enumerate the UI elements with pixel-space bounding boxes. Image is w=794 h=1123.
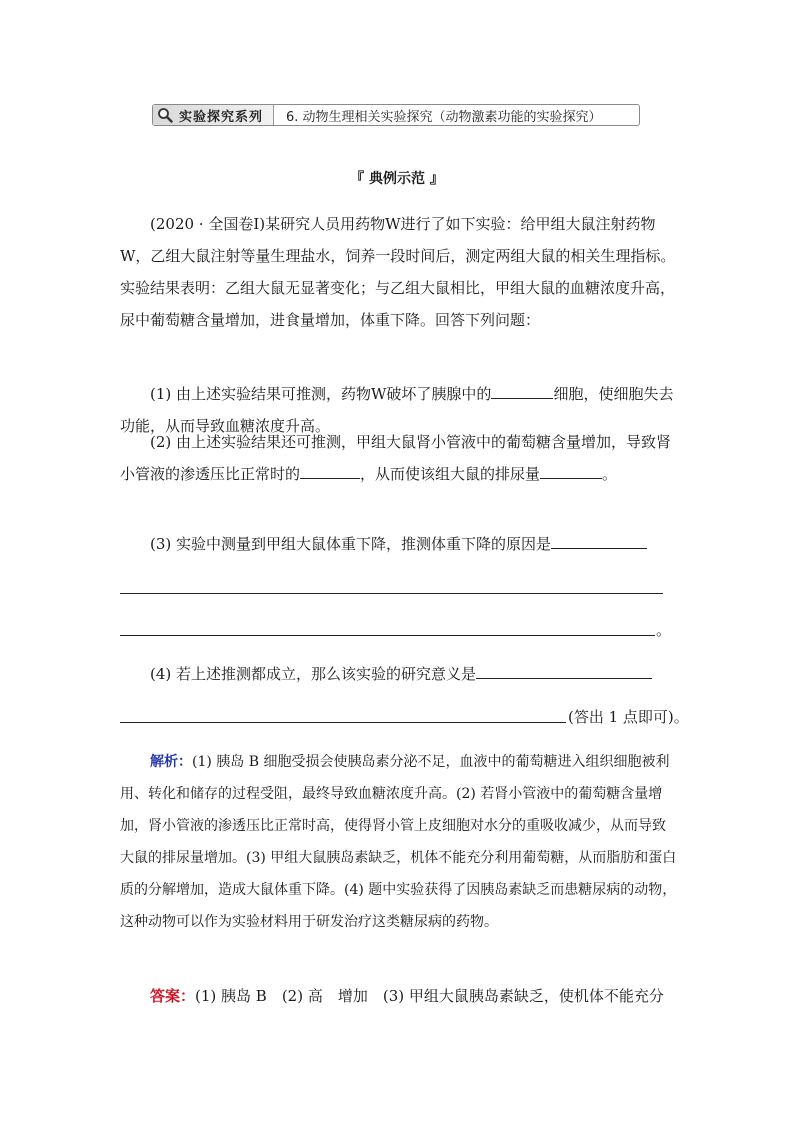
q4-text: (4) 若上述推测都成立，那么该实验的研究意义是 [150,665,477,683]
q2-text-c: 。 [602,465,618,483]
q4-answer-blank[interactable] [476,660,652,679]
q4-answer-line[interactable] [120,722,566,723]
question-4 [120,658,678,690]
topic-title: 6. 动物生理相关实验探究（动物激素功能的实验探究） [286,109,602,125]
question-stem: (2020 · 全国卷Ⅰ)某研究人员用药物W进行了如下实验：给甲组大鼠注射药物W，乙组大鼠注射等量生理盐水，饲养一段时间后，测定两组大鼠的相关生理指标。实验结果表明：乙组大鼠无显著变化；与乙组大鼠相比，甲组大鼠的血糖浓度升高，尿中葡萄糖含量增加，进食量增加，体重下降。回答下列问题： [120,215,676,329]
question-3 [120,528,678,560]
q1-text-a: (1) 由上述实验结果可推测，药物W破坏了胰腺中的 [150,385,492,403]
q3-text: (3) 实验中测量到甲组大鼠体重下降，推测体重下降的原因是 [150,535,552,553]
q2-answer-blank-1[interactable] [300,460,360,479]
answer-text: (1) 胰岛 B (2) 高 增加 (3) 甲组大鼠胰岛素缺乏，使机体不能充分 [195,987,664,1005]
question-2 [120,426,678,490]
q1-answer-blank[interactable] [491,380,553,399]
q3-end-mark: 。 [656,621,672,639]
series-header-bar [152,104,640,126]
q3-answer-blank[interactable] [551,530,647,549]
q1-text-b: 细胞，使细胞失去功能，从而导致血糖浓度升高。 [120,385,674,435]
q4-end-note: (答出 1 点即可)。 [568,708,689,726]
series-name: 实验探究系列 [179,109,264,125]
q2-text-b: ，从而使该组大鼠的排尿量 [360,465,541,483]
section-title: 『 典例示范 』 [350,171,444,187]
answer-label: 答案： [150,987,196,1005]
q2-text-a: (2) 由上述实验结果还可推测，甲组大鼠肾小管液中的葡萄糖含量增加，导致肾小管液的渗透压比正常时的 [120,433,672,483]
q2-answer-blank-2[interactable] [540,460,602,479]
answer-block [120,980,678,1012]
analysis-text: (1) 胰岛 B 细胞受损会使胰岛素分泌不足，血液中的葡萄糖进入组织细胞被利用、转化和储存的过程受阻，最终导致血糖浓度升高。(2) 若肾小管液中的葡萄糖含量增加，肾小管液的渗透压比正常时高，使得肾小管上皮细胞对水分的重吸收减少，从而导致大鼠的排尿量增加。(3) 甲组大鼠胰岛素缺乏，机体不能充分利用葡萄糖，从而脂肪和蛋白质的分解增加，造成大鼠体重下降。(4) 题中实验获得了因胰岛素缺乏而患糖尿病的动物，这种动物可以作为实验材料用于研发治疗这类糖尿病的药物。 [120,754,677,930]
q3-answer-line-2[interactable] [120,635,655,636]
q3-answer-line-1[interactable] [120,593,663,594]
series-badge [153,105,274,125]
analysis-label: 解析： [150,754,192,770]
magnifier-icon [157,107,173,123]
analysis-block [120,746,678,938]
